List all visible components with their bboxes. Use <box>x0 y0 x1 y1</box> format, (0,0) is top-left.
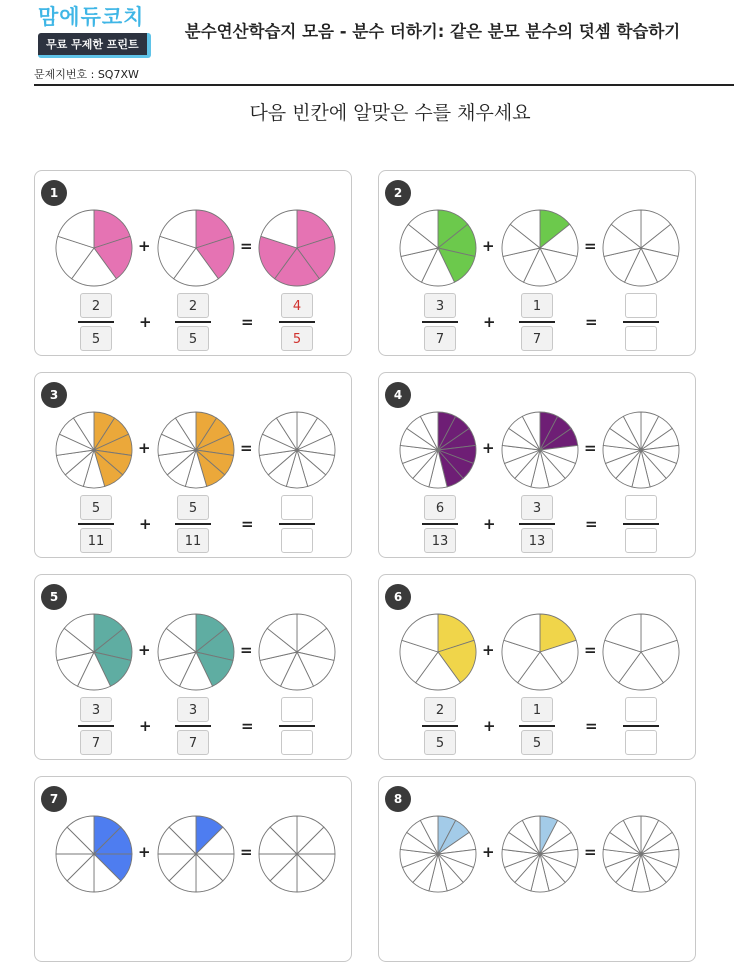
pie-b-icon <box>501 209 579 287</box>
fraction-bar <box>519 725 555 727</box>
logo-text: 맘에듀코치 <box>38 5 145 29</box>
equals-sign: = <box>585 313 598 331</box>
equals-sign: = <box>584 237 597 255</box>
fraction-bar <box>519 321 555 323</box>
fraction-b <box>173 495 213 555</box>
numerator-box: 1 <box>521 697 553 722</box>
equals-sign: = <box>240 843 253 861</box>
denominator-box: 7 <box>80 730 112 755</box>
pie-result-wrap <box>258 613 336 695</box>
denominator-box: 7 <box>424 326 456 351</box>
numerator-box: 2 <box>177 293 209 318</box>
fraction-b <box>517 293 557 353</box>
pie-result-wrap <box>602 815 680 897</box>
fraction-result <box>277 495 317 555</box>
plus-sign: + <box>483 313 496 331</box>
numerator-box[interactable] <box>281 495 313 520</box>
problem-card <box>34 170 352 356</box>
plus-sign: + <box>139 313 152 331</box>
fraction-a <box>76 293 116 353</box>
numerator-box: 5 <box>80 495 112 520</box>
fraction-result <box>621 293 661 353</box>
fraction-bar <box>279 725 315 727</box>
equals-sign: = <box>241 717 254 735</box>
pie-a-wrap <box>399 815 477 897</box>
numerator-box[interactable] <box>625 495 657 520</box>
equals-sign: = <box>584 843 597 861</box>
pie-result-icon <box>602 411 680 489</box>
fraction-a <box>420 697 460 757</box>
plus-sign: + <box>138 641 151 659</box>
pie-result-icon <box>602 613 680 691</box>
pie-b-icon <box>157 411 235 489</box>
problem-number: 3 <box>41 382 67 408</box>
fraction-b <box>517 495 557 555</box>
denominator-box: 5 <box>521 730 553 755</box>
numerator-box: 1 <box>521 293 553 318</box>
equals-sign: = <box>240 641 253 659</box>
pie-a-icon <box>55 209 133 287</box>
pie-result-wrap <box>258 411 336 493</box>
denominator-box: 5 <box>281 326 313 351</box>
denominator-box: 13 <box>521 528 553 553</box>
plus-sign: + <box>482 439 495 457</box>
pie-b-icon <box>501 411 579 489</box>
equals-sign: = <box>241 515 254 533</box>
logo-badge: 무료 무제한 프린트 <box>38 33 151 58</box>
fraction-result <box>621 495 661 555</box>
problem-card <box>34 776 352 962</box>
numerator-box: 4 <box>281 293 313 318</box>
denominator-box: 13 <box>424 528 456 553</box>
numerator-box[interactable] <box>625 697 657 722</box>
pie-result-wrap <box>602 613 680 695</box>
numerator-box: 3 <box>424 293 456 318</box>
pie-a-wrap <box>399 613 477 695</box>
fraction-bar <box>519 523 555 525</box>
fraction-a <box>76 495 116 555</box>
equals-sign: = <box>241 313 254 331</box>
problem-number: 7 <box>41 786 67 812</box>
pie-a-wrap <box>55 209 133 291</box>
pie-a-wrap <box>55 613 133 695</box>
equals-sign: = <box>584 439 597 457</box>
numerator-box[interactable] <box>281 697 313 722</box>
problem-card <box>34 574 352 760</box>
fraction-a <box>420 293 460 353</box>
fraction-bar <box>175 523 211 525</box>
numerator-box: 3 <box>80 697 112 722</box>
fraction-result <box>621 697 661 757</box>
fraction-result <box>277 697 317 757</box>
problem-card <box>378 170 696 356</box>
equals-sign: = <box>585 515 598 533</box>
plus-sign: + <box>482 237 495 255</box>
pie-result-wrap <box>258 815 336 897</box>
pie-b-wrap <box>157 209 235 291</box>
pie-a-wrap <box>55 411 133 493</box>
problem-number: 4 <box>385 382 411 408</box>
pie-b-icon <box>501 613 579 691</box>
fraction-bar <box>78 321 114 323</box>
equals-sign: = <box>240 237 253 255</box>
equals-sign: = <box>584 641 597 659</box>
pie-result-wrap <box>602 209 680 291</box>
pie-a-wrap <box>399 411 477 493</box>
fraction-b <box>173 293 213 353</box>
equals-sign: = <box>240 439 253 457</box>
pie-a-icon <box>399 613 477 691</box>
worksheet-code: 문제지번호 : SQ7XW <box>34 68 139 81</box>
pie-b-icon <box>157 815 235 893</box>
plus-sign: + <box>139 717 152 735</box>
pie-result-wrap <box>602 411 680 493</box>
plus-sign: + <box>138 237 151 255</box>
fraction-bar <box>175 321 211 323</box>
denominator-box[interactable] <box>625 730 657 755</box>
pie-result-icon <box>258 411 336 489</box>
pie-b-wrap <box>501 815 579 897</box>
pie-a-icon <box>399 815 477 893</box>
pie-result-icon <box>258 209 336 287</box>
numerator-box: 6 <box>424 495 456 520</box>
fraction-a <box>420 495 460 555</box>
fraction-bar <box>422 321 458 323</box>
problem-number: 5 <box>41 584 67 610</box>
denominator-box: 5 <box>177 326 209 351</box>
denominator-box: 7 <box>177 730 209 755</box>
fraction-b <box>517 697 557 757</box>
fraction-a <box>76 697 116 757</box>
pie-b-wrap <box>501 411 579 493</box>
equals-sign: = <box>585 717 598 735</box>
denominator-box[interactable] <box>625 326 657 351</box>
pie-b-icon <box>501 815 579 893</box>
pie-a-icon <box>55 613 133 691</box>
fraction-bar <box>623 523 659 525</box>
problem-number: 1 <box>41 180 67 206</box>
denominator-box[interactable] <box>625 528 657 553</box>
fraction-b <box>173 697 213 757</box>
pie-b-icon <box>157 209 235 287</box>
pie-a-wrap <box>399 209 477 291</box>
numerator-box: 2 <box>424 697 456 722</box>
problem-number: 2 <box>385 180 411 206</box>
numerator-box: 5 <box>177 495 209 520</box>
numerator-box: 3 <box>521 495 553 520</box>
denominator-box: 5 <box>80 326 112 351</box>
pie-a-icon <box>399 209 477 287</box>
denominator-box[interactable] <box>281 730 313 755</box>
numerator-box: 3 <box>177 697 209 722</box>
pie-result-wrap <box>258 209 336 291</box>
numerator-box[interactable] <box>625 293 657 318</box>
fraction-bar <box>279 321 315 323</box>
denominator-box: 11 <box>80 528 112 553</box>
pie-b-icon <box>157 613 235 691</box>
pie-result-icon <box>258 613 336 691</box>
pie-b-wrap <box>157 613 235 695</box>
pie-a-icon <box>55 411 133 489</box>
denominator-box: 11 <box>177 528 209 553</box>
header-divider <box>34 84 734 86</box>
fraction-bar <box>422 725 458 727</box>
fraction-bar <box>78 725 114 727</box>
pie-b-wrap <box>501 209 579 291</box>
fraction-bar <box>78 523 114 525</box>
problem-card <box>34 372 352 558</box>
plus-sign: + <box>482 843 495 861</box>
problem-number: 6 <box>385 584 411 610</box>
fraction-bar <box>175 725 211 727</box>
pie-a-wrap <box>55 815 133 897</box>
plus-sign: + <box>482 641 495 659</box>
problem-number: 8 <box>385 786 411 812</box>
denominator-box[interactable] <box>281 528 313 553</box>
denominator-box: 7 <box>521 326 553 351</box>
pie-a-icon <box>55 815 133 893</box>
pie-b-wrap <box>157 411 235 493</box>
plus-sign: + <box>483 717 496 735</box>
fraction-bar <box>422 523 458 525</box>
page-title: 분수연산학습지 모음 - 분수 더하기: 같은 분모 분수의 덧셈 학습하기 <box>184 22 681 41</box>
plus-sign: + <box>138 843 151 861</box>
problem-card <box>378 574 696 760</box>
numerator-box: 2 <box>80 293 112 318</box>
plus-sign: + <box>138 439 151 457</box>
fraction-bar <box>623 725 659 727</box>
fraction-bar <box>623 321 659 323</box>
instruction: 다음 빈칸에 알맞은 수를 채우세요 <box>249 102 531 124</box>
pie-result-icon <box>602 815 680 893</box>
problem-card <box>378 372 696 558</box>
pie-b-wrap <box>501 613 579 695</box>
plus-sign: + <box>483 515 496 533</box>
pie-result-icon <box>258 815 336 893</box>
pie-result-icon <box>602 209 680 287</box>
problem-card <box>378 776 696 962</box>
logo <box>38 4 158 58</box>
denominator-box: 5 <box>424 730 456 755</box>
fraction-bar <box>279 523 315 525</box>
pie-b-wrap <box>157 815 235 897</box>
plus-sign: + <box>139 515 152 533</box>
fraction-result <box>277 293 317 353</box>
pie-a-icon <box>399 411 477 489</box>
